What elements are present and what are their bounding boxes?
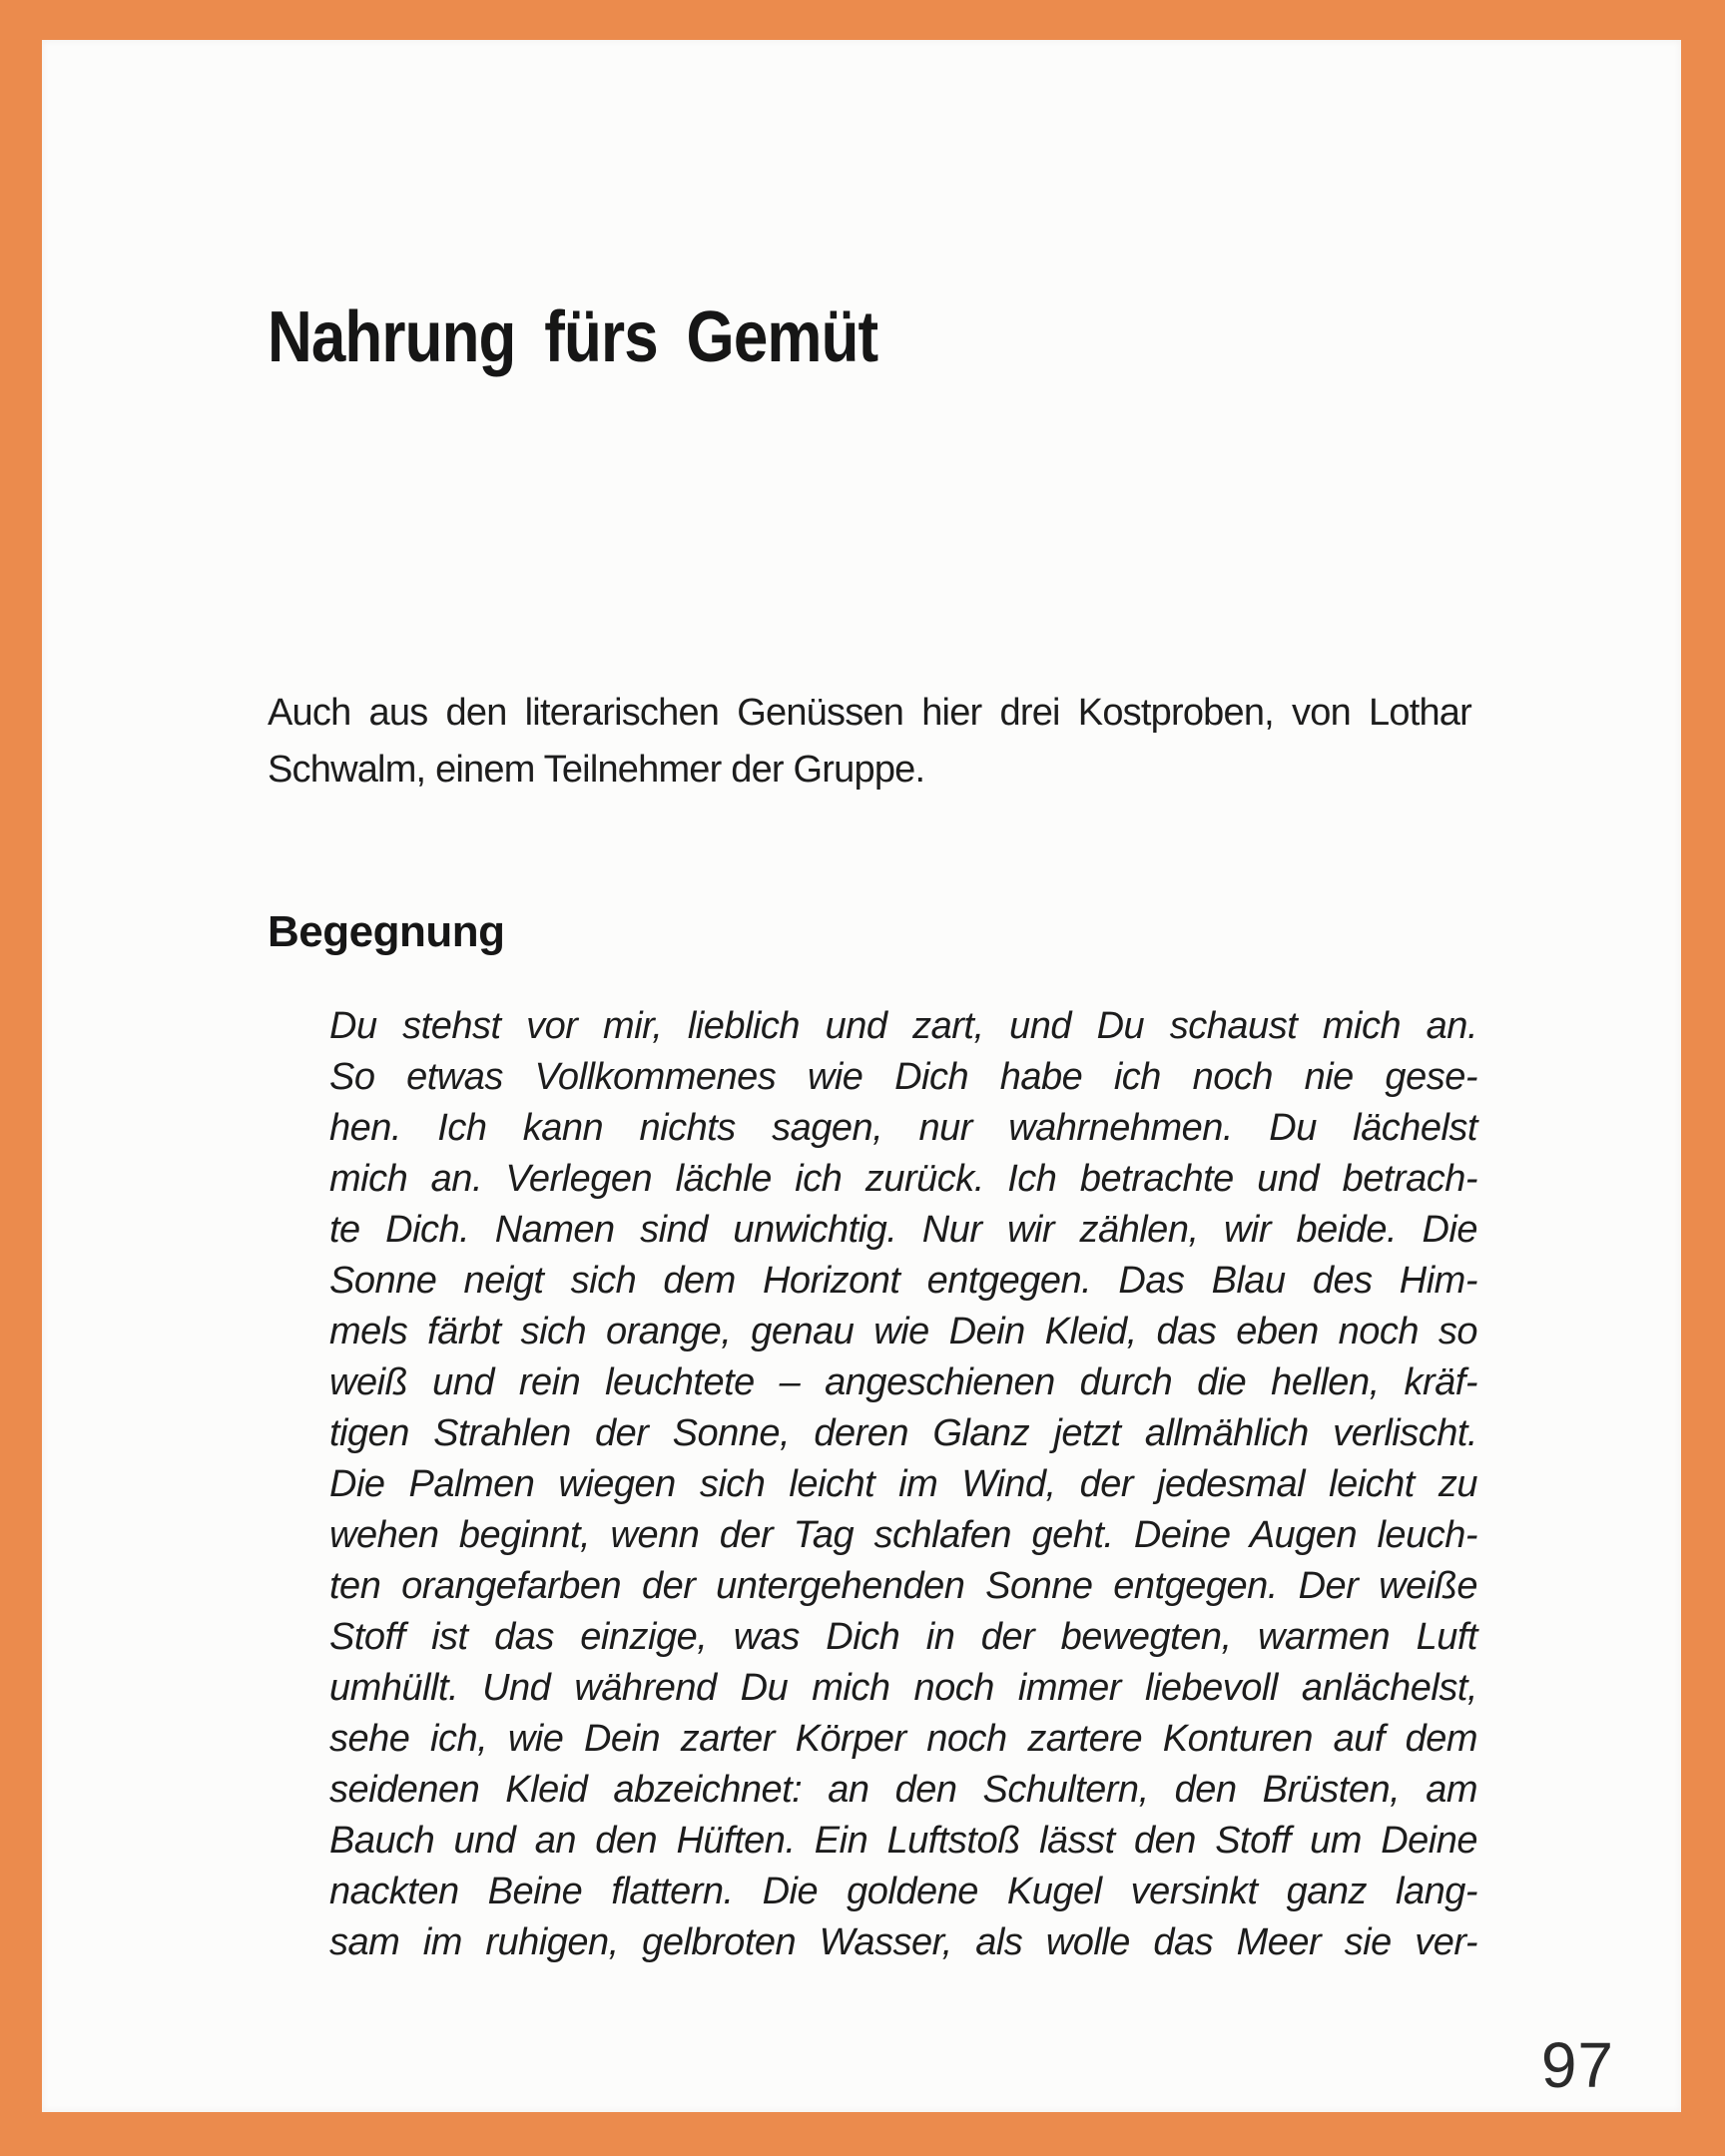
prose-block [329,1001,1477,1968]
prose-line: mels färbt sich orange, genau wie Dein Kleid, das eben noch so [329,1311,1477,1352]
prose-line: te Dich. Namen sind unwichtig. Nur wir zählen, wir beide. Die [329,1209,1477,1251]
intro-line: Schwalm, einem Teilnehmer der Gruppe. [268,749,925,791]
prose-line: hen. Ich kann nichts sagen, nur wahrnehmen. Du lächelst [329,1107,1477,1149]
prose-line: Stoff ist das einzige, was Dich in der bewegten, warmen Luft [329,1616,1477,1658]
book-page [42,40,1681,2112]
prose-line: Die Palmen wiegen sich leicht im Wind, der jedesmal leicht zu [329,1463,1477,1505]
prose-line: wehen beginnt, wenn der Tag schlafen geht. Deine Augen leuch- [329,1514,1477,1556]
prose-line: nackten Beine flattern. Die goldene Kugel versinkt ganz lang- [329,1871,1477,1912]
page-title: Nahrung fürs Gemüt [268,297,878,377]
prose-line: seidenen Kleid abzeichnet: an den Schultern, den Brüsten, am [329,1769,1477,1811]
prose-line: ten orangefarben der untergehenden Sonne entgegen. Der weiße [329,1565,1477,1607]
prose-line: tigen Strahlen der Sonne, deren Glanz jetzt allmählich verlischt. [329,1412,1477,1454]
page-number: 97 [1540,2029,1614,2101]
intro-line: Auch aus den literarischen Genüssen hier drei Kostproben, von Lothar [268,692,1471,734]
prose-line: Sonne neigt sich dem Horizont entgegen. Das Blau des Him- [329,1260,1477,1302]
prose-line: sehe ich, wie Dein zarter Körper noch zartere Konturen auf dem [329,1718,1477,1760]
prose-line: sam im ruhigen, gelbroten Wasser, als wolle das Meer sie ver- [329,1921,1477,1963]
section-heading: Begegnung [268,907,505,956]
prose-line: mich an. Verlegen lächle ich zurück. Ich betrachte und betrach- [329,1158,1477,1200]
prose-line: Du stehst vor mir, lieblich und zart, und Du schaust mich an. [329,1005,1477,1047]
prose-line: umhüllt. Und während Du mich noch immer liebevoll anlächelst, [329,1667,1477,1709]
prose-line: weiß und rein leuchtete – angeschienen durch die hellen, kräf- [329,1361,1477,1403]
prose-line: Bauch und an den Hüften. Ein Luftstoß lässt den Stoff um Deine [329,1820,1477,1862]
prose-line: So etwas Vollkommenes wie Dich habe ich noch nie gese- [329,1056,1477,1098]
intro-paragraph [268,685,1471,799]
